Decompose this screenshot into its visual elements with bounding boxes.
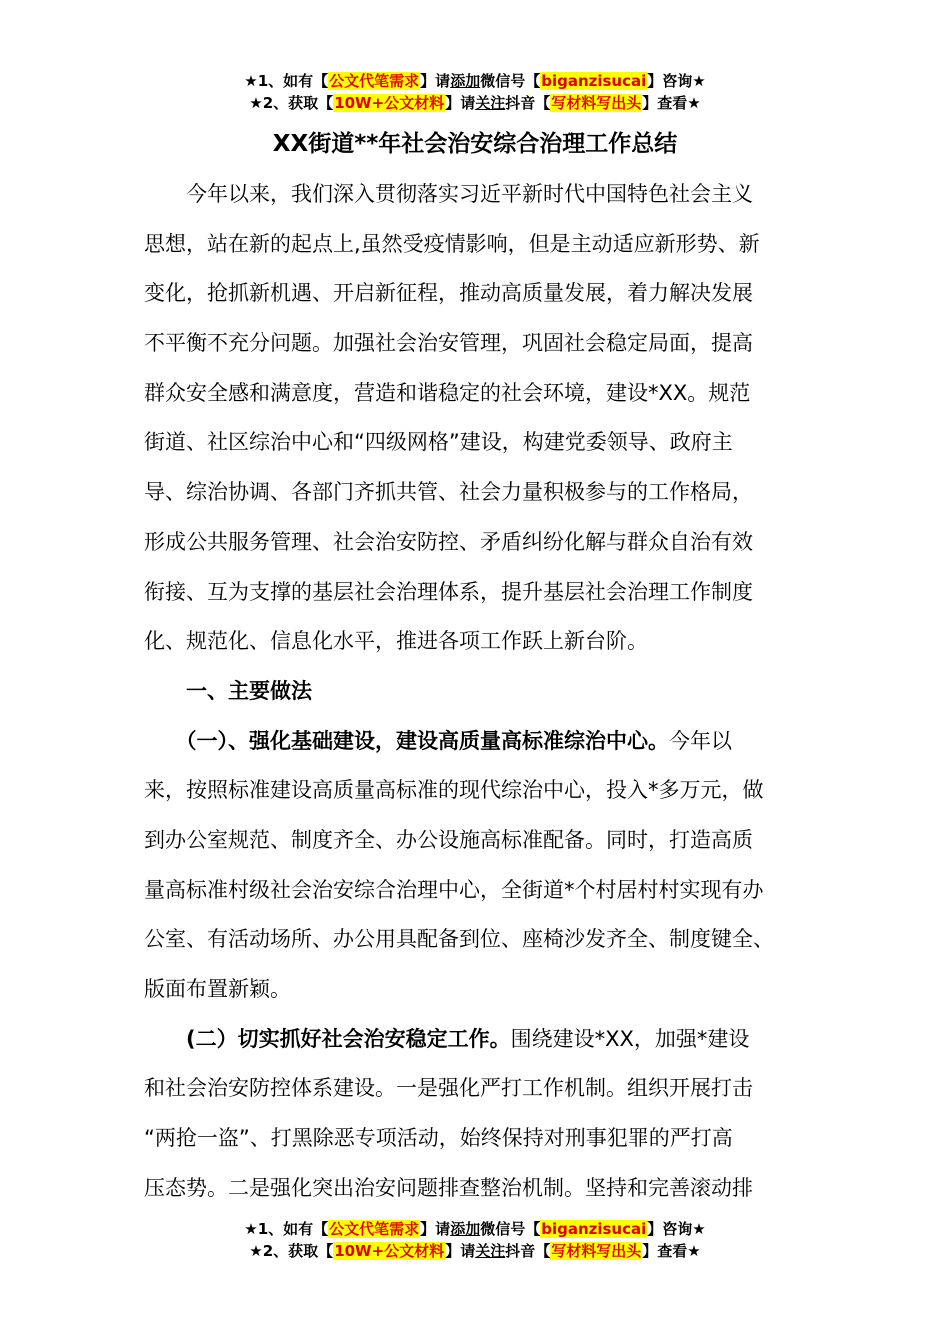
section-heading-main-practices: 一、主要做法 xyxy=(144,678,312,703)
section2-first-line: (二）切实抓好社会治安稳定工作。围绕建设*XX，加强*建设 xyxy=(144,1026,750,1051)
section2-heading: (二）切实抓好社会治安稳定工作。 xyxy=(144,1026,511,1051)
body-line: 形成公共服务管理、社会治安防控、矛盾纠纷化解与群众自治有效 xyxy=(144,529,753,554)
body-line: 量高标准村级社会治安综合治理中心，全街道*个村居村村实现有办 xyxy=(144,877,764,902)
body-line: 群众安全感和满意度，营造和谐稳定的社会环境，建设*XX。规范 xyxy=(144,380,751,405)
promo-banner-bottom xyxy=(0,1218,950,1262)
body-line: 导、综治协调、各部门齐抓共管、社会力量积极参与的工作格局， xyxy=(144,480,753,505)
section1-heading: （一）、强化基础建设，建设高质量高标准综治中心。 xyxy=(144,728,669,753)
body-line: 版面布置新颖。 xyxy=(144,977,291,1001)
document-body xyxy=(144,170,824,1213)
body-line: 街道、社区综治中心和“四级网格”建设，构建党委领导、政府主 xyxy=(144,430,733,455)
promo-line-1: ★1、如有【公文代笔需求】请添加微信号【biganzisucai】咨询★ xyxy=(244,1220,706,1238)
body-line: “两抢一盗”、打黑除恶专项活动，始终保持对刑事犯罪的严打高 xyxy=(144,1126,733,1151)
body-line: 衔接、互为支撑的基层社会治理体系，提升基层社会治理工作制度 xyxy=(144,579,753,604)
body-line: 变化，抢抓新机遇、开启新征程，推动高质量发展，着力解决发展 xyxy=(144,281,753,306)
section1-first-line: （一）、强化基础建设，建设高质量高标准综治中心。今年以 xyxy=(144,728,732,753)
body-line: 和社会治安防控体系建设。一是强化严打工作机制。组织开展打击 xyxy=(144,1076,753,1101)
body-line: 到办公室规范、制度齐全、办公设施高标准配备。同时，打造高质 xyxy=(144,827,753,852)
promo-line-2: ★2、获取【10W+公文材料】请关注抖音【写材料写出头】查看★ xyxy=(249,94,701,112)
body-line: 不平衡不充分问题。加强社会治安管理，巩固社会稳定局面，提高 xyxy=(144,331,753,356)
body-line: 来，按照标准建设高质量高标准的现代综治中心，投入*多万元，做 xyxy=(144,778,764,803)
body-line: 思想，站在新的起点上,虽然受疫情影响，但是主动适应新形势、新 xyxy=(144,231,760,256)
promo-banner-top xyxy=(0,70,950,114)
body-line: 今年以来，我们深入贯彻落实习近平新时代中国特色社会主义 xyxy=(144,182,753,206)
promo-line-1: ★1、如有【公文代笔需求】请添加微信号【biganzisucai】咨询★ xyxy=(244,72,706,90)
promo-line-2: ★2、获取【10W+公文材料】请关注抖音【写材料写出头】查看★ xyxy=(249,1242,701,1260)
body-line: 压态势。二是强化突出治安问题排查整治机制。坚持和完善滚动排 xyxy=(144,1175,753,1200)
body-line: 公室、有活动场所、办公用具配备到位、座椅沙发齐全、制度键全、 xyxy=(144,927,774,952)
body-line: 化、规范化、信息化水平，推进各项工作跃上新台阶。 xyxy=(144,629,648,654)
document-title: XX街道**年社会治安综合治理工作总结 xyxy=(272,131,678,157)
